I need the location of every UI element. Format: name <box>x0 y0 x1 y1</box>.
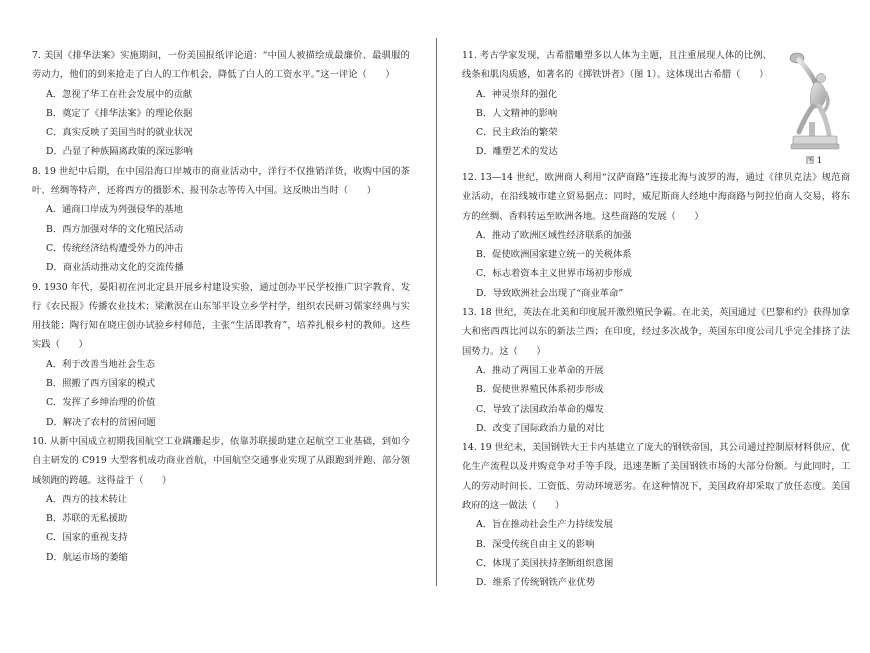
discobolus-statue-icon <box>785 48 843 154</box>
option-a: A．神灵崇拜的强化 <box>476 88 558 100</box>
option-b: B．苏联的无私援助 <box>46 513 128 525</box>
question-stem <box>32 432 410 490</box>
option-c: C．导致了法国政治革命的爆发 <box>476 403 604 415</box>
question-14 <box>462 438 850 592</box>
option-d: D．解决了农村的贫困问题 <box>46 416 156 428</box>
question-text: 从新中国成立初期我国航空工业蹒跚起步，依靠苏联援助建立起航空工业基础，到如今自主研发的 C919 大型客机成功商业首航，中国航空交通事业实现了从跟跑到并跑、部分领域领跑的跨越。这得益于（ ） <box>32 435 410 486</box>
question-stem <box>462 168 850 226</box>
option-d: D．航运市场的萎缩 <box>46 551 128 563</box>
option-b: B．促使欧洲国家建立统一的关税体系 <box>476 249 632 261</box>
question-number: 12. <box>462 172 477 183</box>
option-a: A．旨在推动社会生产力持续发展 <box>476 519 613 531</box>
option-c: C．标志着资本主义世界市场初步形成 <box>476 268 632 280</box>
option-a: A．利于改善当地社会生态 <box>46 358 155 370</box>
option-a: A．通商口岸成为列强侵华的基地 <box>46 204 183 216</box>
option-b: B．西方加强对华的文化殖民活动 <box>46 223 183 235</box>
option-b: B．照搬了西方国家的模式 <box>46 378 156 390</box>
option-a: A．推动了欧洲区域性经济联系的加强 <box>476 229 632 241</box>
question-text: 19 世纪末，美国钢铁大王卡内基建立了庞大的钢铁帝国，其公司通过控制原材料供应、优化生产流程以及并购竞争对手等手段，迅速垄断了美国钢铁市场的大部分份额。与此同时，工人的劳动时间长、工资低、劳动环境恶劣。在这种情况下，美国政府却采取了放任态度。美国政府的这一做法（ ） <box>462 442 850 512</box>
option-b: B．促使世界殖民体系初步形成 <box>476 384 604 396</box>
question-number: 11. <box>462 50 477 61</box>
question-13 <box>462 303 850 438</box>
option-a: A．推动了两国工业革命的开展 <box>476 364 604 376</box>
question-number: 9. <box>32 281 41 293</box>
question-number: 7. <box>32 50 41 61</box>
option-b: B．深受传统自由主义的影响 <box>476 538 595 550</box>
question-stem <box>462 438 850 515</box>
option-a: A．忽视了华工在社会发展中的贡献 <box>46 88 193 100</box>
option-d: D．导致欧洲社会出现了“商业革命” <box>476 287 624 299</box>
right-column <box>462 46 850 593</box>
question-text: 1930 年代，晏阳初在河北定县开展乡村建设实验，通过创办平民学校推广识字教育、发行《农民报》传播农业技术；梁漱溟在山东邹平设立乡学村学，组织农民研习儒家经典与实用技能；陶行知在晓庄创办试验乡村师范，主张“生活即教育”，培养扎根乡村的教师。这些实践（ ） <box>32 281 410 351</box>
question-text: 13—14 世纪，欧洲商人利用“汉萨商路”连接北海与波罗的海，通过《律贝克法》规范商业活动，在沿线城市建立贸易据点；同时，威尼斯商人经地中海商路与阿拉伯商人交易，将东方的丝绸、香料转运至欧洲各地。这些商路的发展（ ） <box>462 172 850 222</box>
option-d: D．改变了国际政治力量的对比 <box>476 422 605 434</box>
question-stem <box>462 303 850 361</box>
option-c: C．真实反映了美国当时的就业状况 <box>46 127 193 139</box>
option-b: B．奠定了《排华法案》的理论依据 <box>46 107 193 119</box>
question-8 <box>32 162 410 278</box>
figure-caption: 图 1 <box>805 156 823 166</box>
option-d: D．商业活动推动文化的交流传播 <box>46 262 184 274</box>
option-c: C．体现了美国扶持垄断组织意图 <box>476 557 614 569</box>
question-text: 考古学家发现，古希腊雕塑多以人体为主题，且注重展现人体的比例、线条和肌肉质感，如著名的《掷铁饼者》（图 1）。这体现出古希腊（ ） <box>462 50 772 81</box>
option-c: C．传统经济结构遭受外力的冲击 <box>46 242 184 254</box>
option-a: A．西方的技术转让 <box>46 493 128 505</box>
question-number: 8. <box>32 165 41 177</box>
question-stem <box>32 162 410 201</box>
option-b: B．人文精神的影响 <box>476 107 558 119</box>
option-c: C．国家的重视支持 <box>46 532 128 544</box>
question-text: 美国《排华法案》实施期间，一份美国报纸评论道：“中国人被描绘成最廉价、最驯服的劳动力，他们的到来抢走了白人的工作机会，降低了白人的工资水平。”这一评论（ ） <box>32 50 410 81</box>
question-stem <box>32 278 410 355</box>
question-text: 19 世纪中后期，在中国沿海口岸城市的商业活动中，洋行不仅推销洋货，收购中国的茶叶、丝绸等特产，还将西方的摄影术、报刊杂志等传入中国。这反映出当时（ ） <box>32 165 410 197</box>
column-divider <box>436 38 437 586</box>
question-number: 13. <box>462 307 477 319</box>
question-7 <box>32 46 410 162</box>
question-number: 14. <box>462 442 477 454</box>
question-9 <box>32 278 410 432</box>
question-stem <box>32 46 410 85</box>
left-column <box>32 46 410 567</box>
question-text: 18 世纪，英法在北美和印度展开激烈殖民争霸。在北美，英国通过《巴黎和约》获得加拿大和密西西比河以东的新法兰西；在印度，经过多次战争，英国东印度公司几乎完全排挤了法国势力。这（ ） <box>462 307 850 357</box>
option-c: C．发挥了乡绅治理的价值 <box>46 397 156 409</box>
question-10 <box>32 432 410 567</box>
question-number: 10. <box>32 435 47 447</box>
question-12 <box>462 168 850 303</box>
option-d: D．雕塑艺术的发达 <box>476 146 558 158</box>
option-d: D．凸显了种族隔离政策的深远影响 <box>46 146 193 158</box>
option-c: C．民主政治的繁荣 <box>476 127 558 139</box>
question-11 <box>462 46 850 168</box>
figure-1 <box>778 46 850 168</box>
option-d: D．维系了传统钢铁产业优势 <box>476 577 596 589</box>
